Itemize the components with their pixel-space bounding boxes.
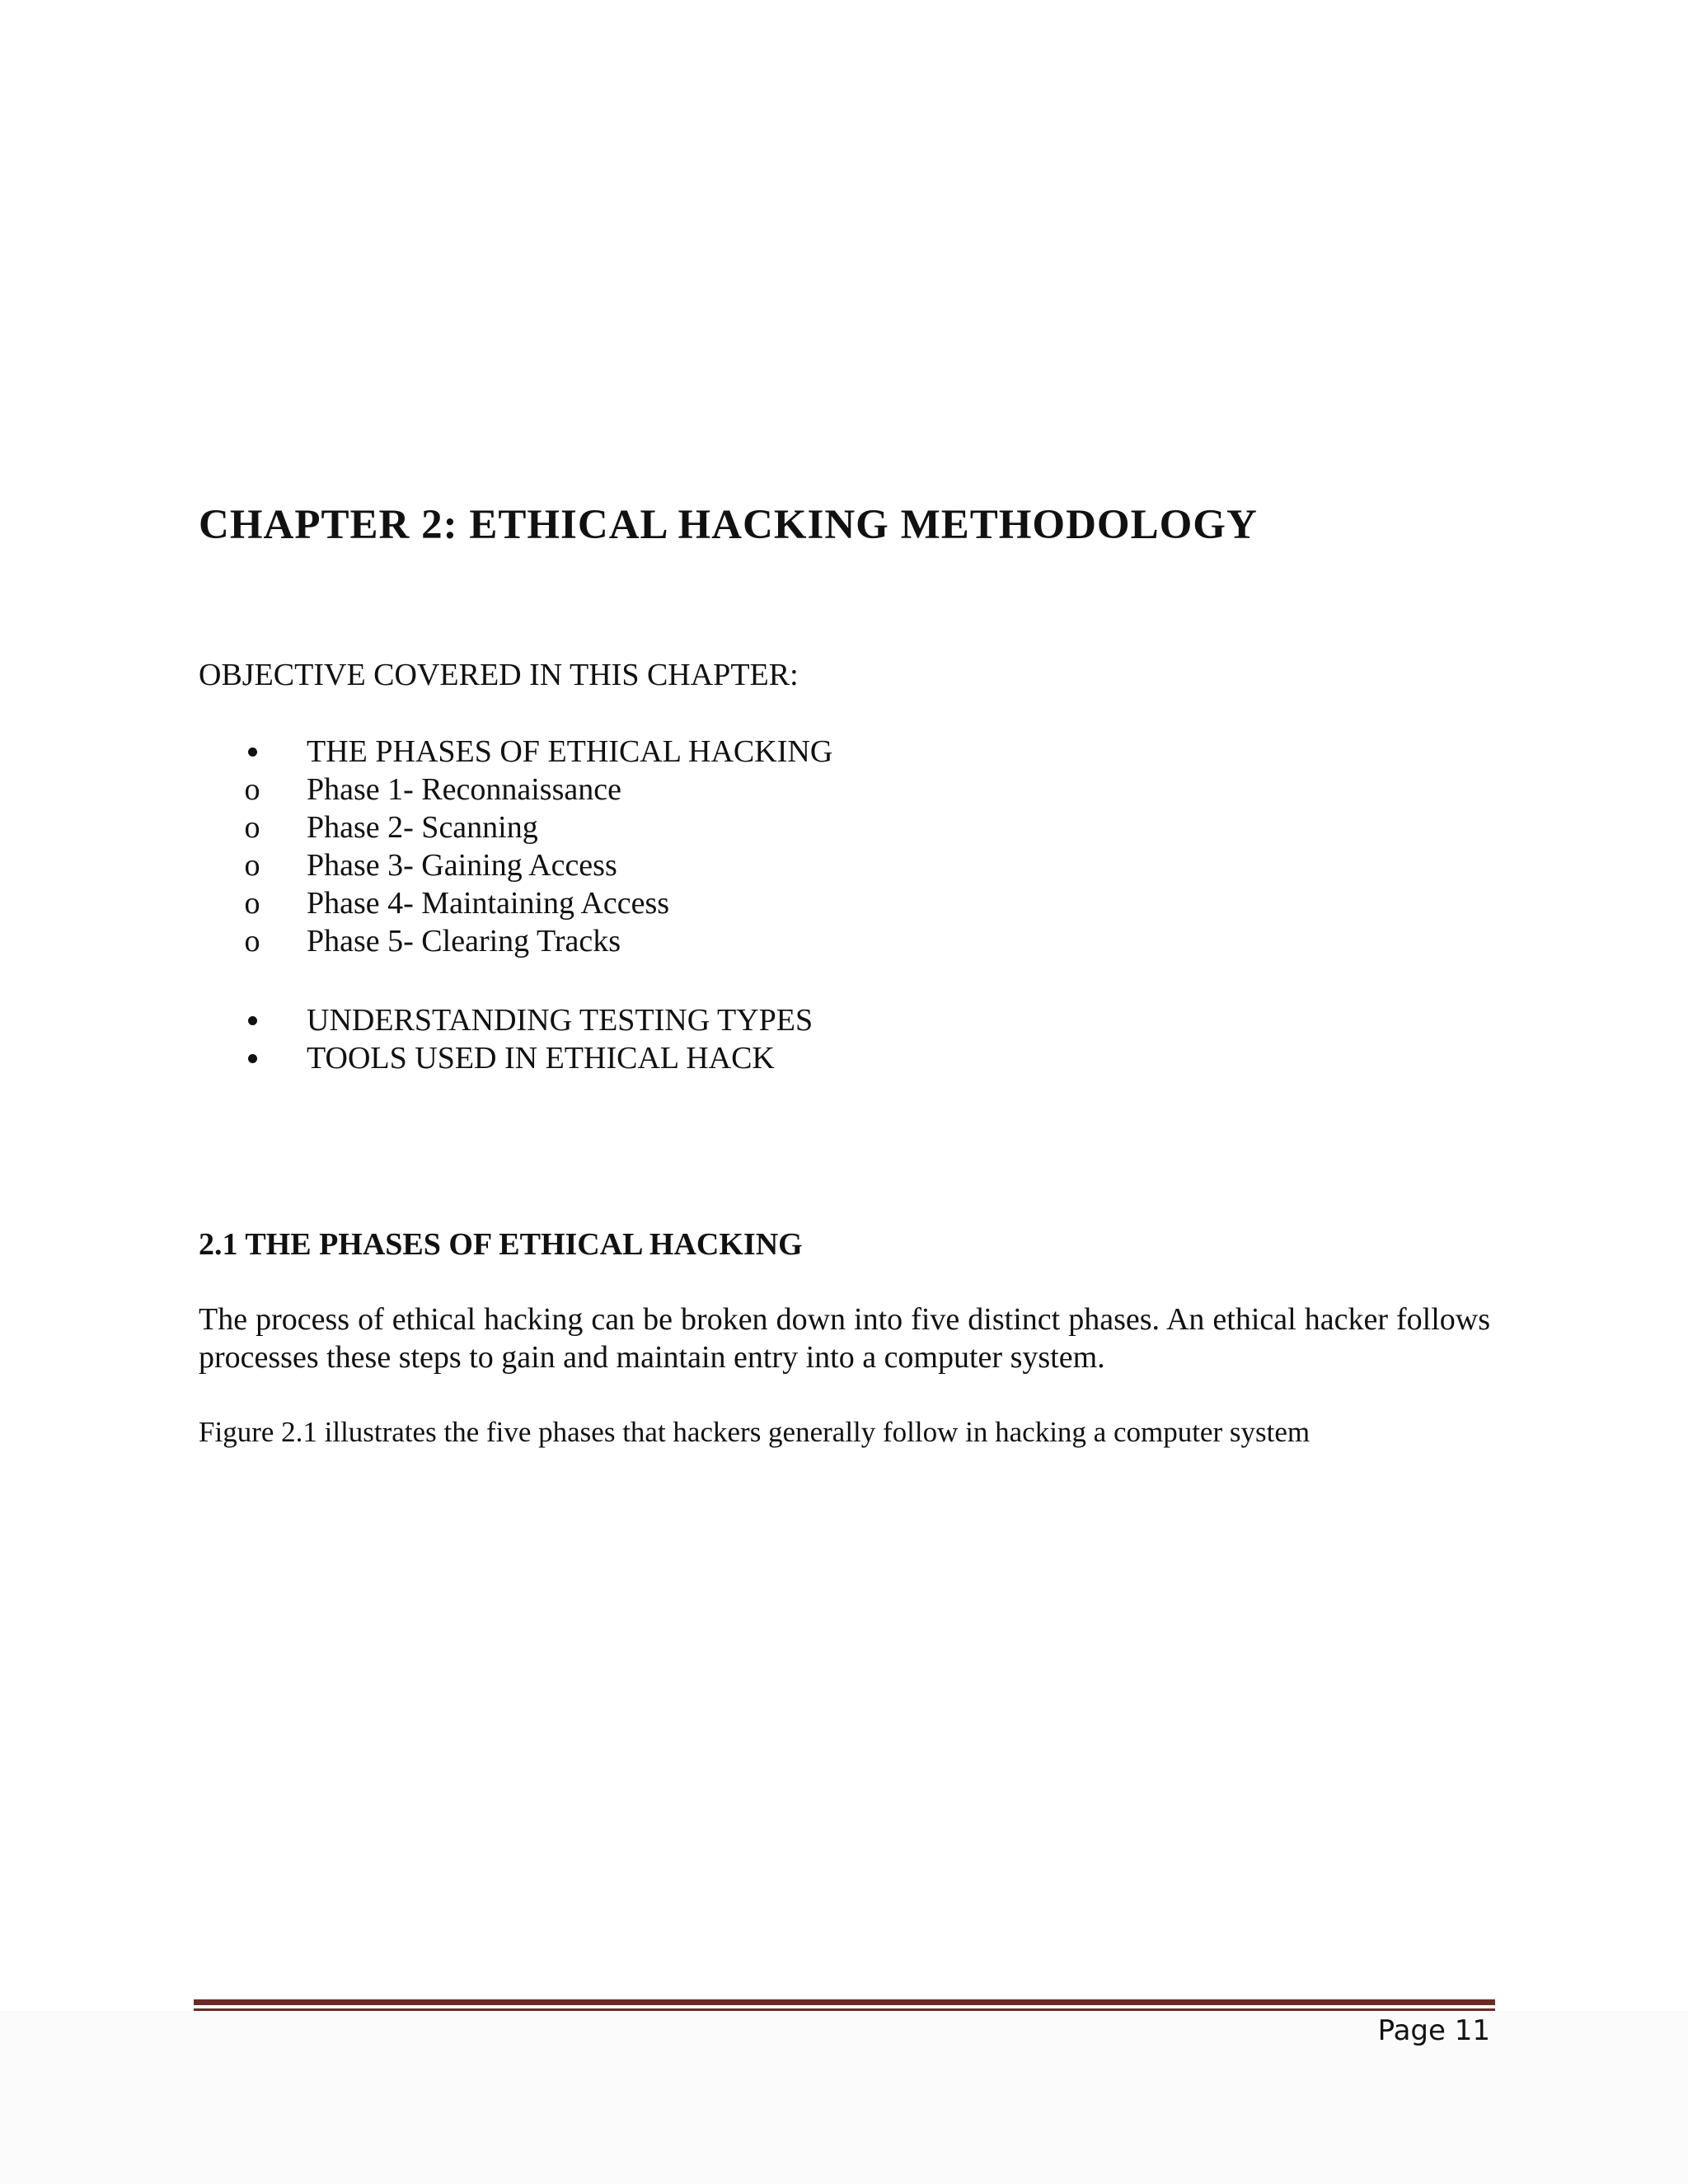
chapter-title: CHAPTER 2: ETHICAL HACKING METHODOLOGY: [199, 502, 1258, 548]
bullet-icon: [240, 1039, 265, 1077]
section-heading: 2.1 THE PHASES OF ETHICAL HACKING: [199, 1227, 803, 1262]
list-item-text: Phase 5- Clearing Tracks: [307, 924, 621, 958]
list-item-text: TOOLS USED IN ETHICAL HACK: [307, 1041, 775, 1076]
footer-rule: [194, 1999, 1495, 2005]
list-item-text: Phase 3- Gaining Access: [307, 848, 617, 883]
bullet-icon: [240, 733, 265, 771]
page-number: Page 11: [1377, 2014, 1490, 2047]
footer-rule-thin: [194, 2008, 1495, 2011]
circle-bullet-icon: o: [244, 848, 260, 883]
circle-bullet-icon: o: [244, 924, 260, 958]
list-item-text: Phase 4- Maintaining Access: [307, 886, 670, 921]
list-item-text: Phase 1- Reconnaissance: [307, 772, 621, 807]
figure-caption: Figure 2.1 illustrates the five phases that hackers generally follow in hacking a computer system: [199, 1416, 1311, 1448]
list-item-text: THE PHASES OF ETHICAL HACKING: [307, 734, 833, 769]
circle-bullet-icon: o: [244, 772, 260, 807]
list-item-text: UNDERSTANDING TESTING TYPES: [307, 1003, 814, 1038]
list-item-text: Phase 2- Scanning: [307, 810, 538, 845]
bullet-icon: [240, 1001, 265, 1039]
objectives-heading: OBJECTIVE COVERED IN THIS CHAPTER:: [199, 658, 799, 692]
circle-bullet-icon: o: [244, 810, 260, 845]
circle-bullet-icon: o: [244, 886, 260, 921]
section-paragraph: The process of ethical hacking can be broken down into five distinct phases. An ethical hacker follows processes these steps to gain and maintain entry into a computer system.: [199, 1302, 1490, 1375]
